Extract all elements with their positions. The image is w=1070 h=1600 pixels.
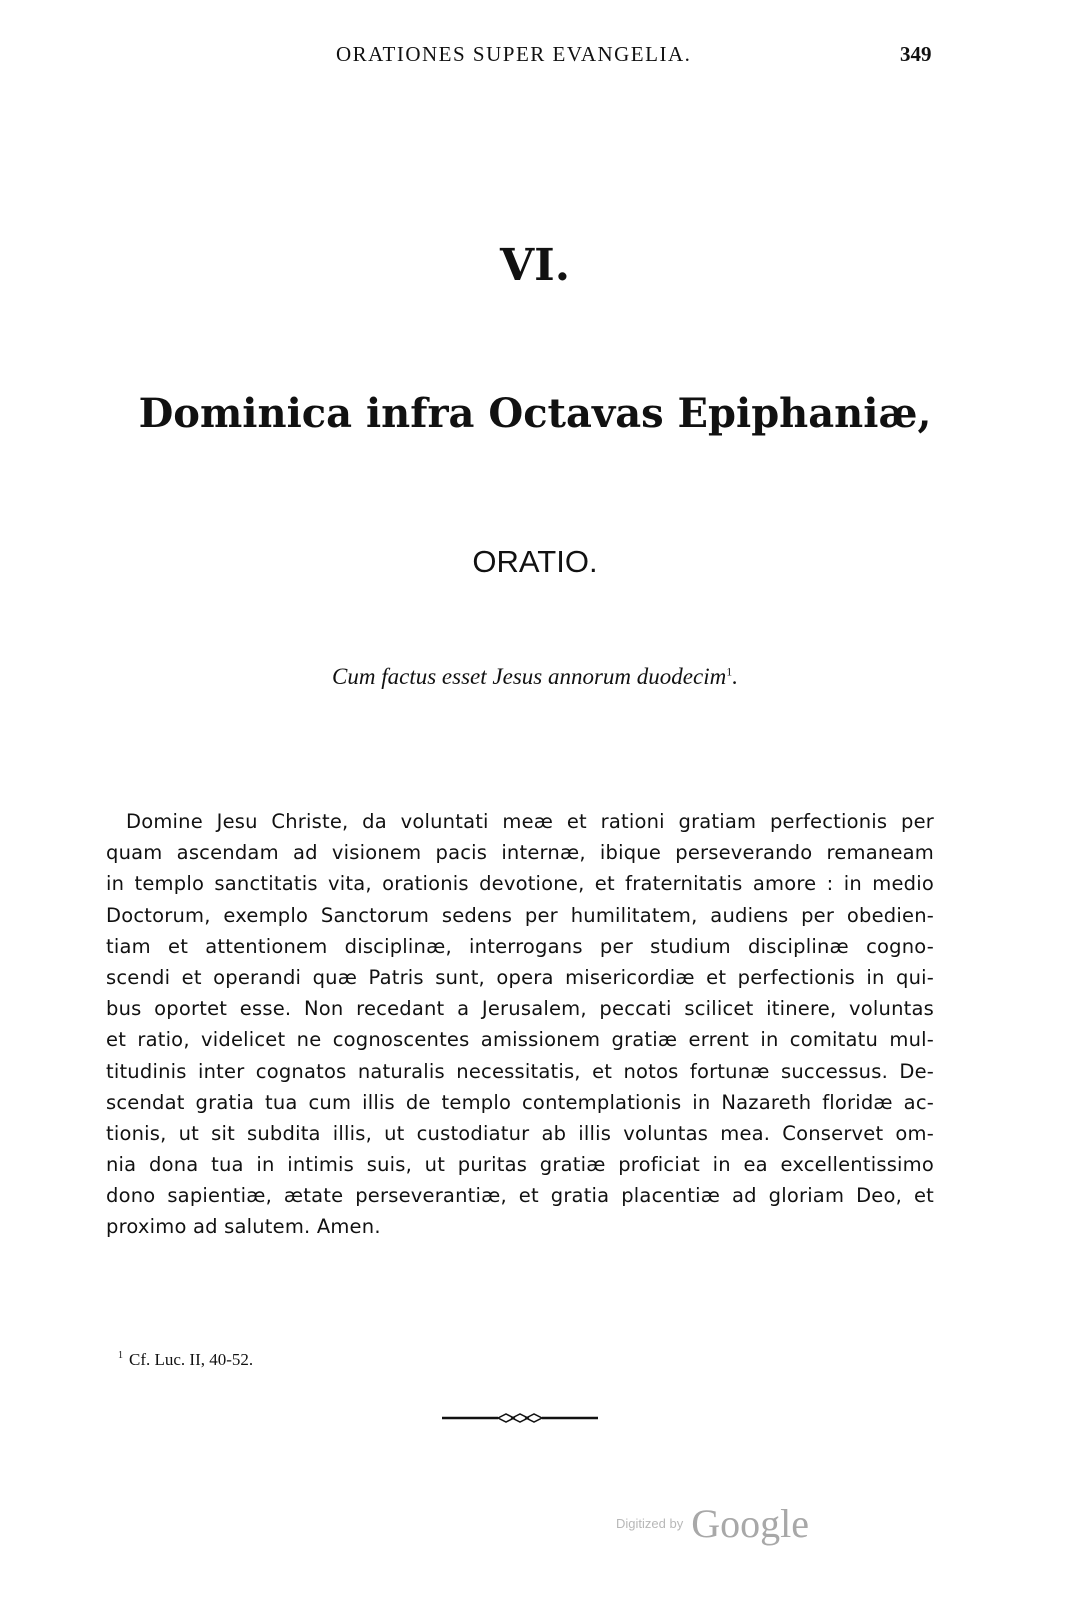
incipit-text: Cum factus esset Jesus annorum duodecim (332, 664, 727, 689)
body-line: Domine Jesu Christe, da voluntati meæ et rationi gratiam perfectionis per (126, 810, 934, 833)
body-line: titudinis inter cognatos naturalis necessitatis, et notos fortunæ successus. De- (106, 1059, 934, 1083)
gospel-incipit (0, 664, 1070, 690)
body-line-last: proximo ad salutem. Amen. (106, 1215, 381, 1239)
footnote-reference: 1 (726, 664, 733, 679)
body-line: nia dona tua in intimis suis, ut puritas gratiæ proficiat in ea excellentissimo (106, 1153, 934, 1177)
body-line: et ratio, videlicet ne cognoscentes amissionem gratiæ errent in comitatu mul- (106, 1028, 934, 1052)
incipit-end: . (732, 664, 738, 689)
prayer-body (106, 806, 934, 1243)
body-line: tiam et attentionem disciplinæ, interrogans per studium disciplinæ cogno- (106, 934, 934, 958)
body-line: bus oportet esse. Non recedant a Jerusalem, peccati scilicet itinere, voluntas (106, 997, 934, 1021)
running-title: ORATIONES SUPER EVANGELIA. (336, 42, 692, 66)
body-line: Doctorum, exemplo Sanctorum sedens per humilitatem, audiens per obedien- (106, 903, 934, 927)
footnote-mark: 1 (118, 1350, 123, 1362)
body-line: scendi et operandi quæ Patris sunt, opera misericordiæ et perfectionis in qui- (106, 965, 934, 989)
body-line: tionis, ut sit subdita illis, ut custodiatur ab illis voluntas mea. Conservet om- (106, 1121, 934, 1145)
section-number: VI. (499, 240, 571, 291)
google-logo: Google (691, 1501, 810, 1546)
section-title: Dominica infra Octavas Epiphaniæ, (138, 390, 932, 437)
ornament-rule-icon (440, 1408, 600, 1428)
footnote (118, 1350, 253, 1370)
body-line: quam ascendam ad visionem pacis internæ, ibique perseverando remaneam (106, 841, 934, 865)
body-line: scendat gratia tua cum illis de templo contemplationis in Nazareth floridæ ac- (106, 1090, 934, 1114)
footnote-text: Cf. Luc. II, 40-52. (129, 1350, 254, 1369)
body-line: dono sapientiæ, ætate perseverantiæ, et gratia placentiæ ad gloriam Deo, et (106, 1184, 934, 1208)
digitized-label: Digitized by (616, 1516, 684, 1531)
section-subhead: ORATIO. (472, 544, 598, 579)
page-number: 349 (900, 42, 932, 66)
running-header (0, 42, 1070, 78)
digitized-watermark (616, 1500, 809, 1550)
body-line: in templo sanctitatis vita, orationis devotione, et fraternitatis amore : in medio (106, 872, 934, 896)
